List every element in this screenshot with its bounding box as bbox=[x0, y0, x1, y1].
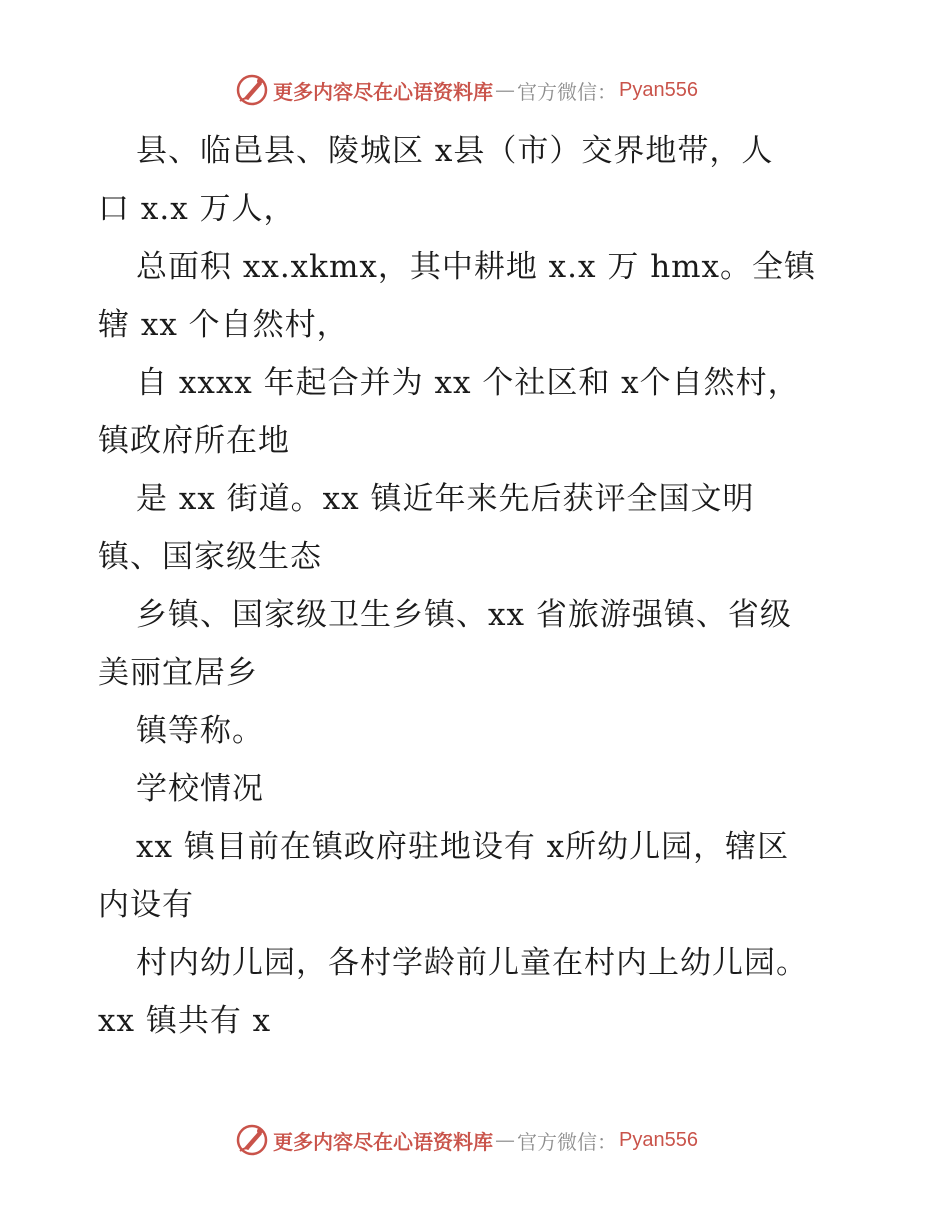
watermark-official-label: 官方微信： bbox=[517, 1129, 617, 1154]
text-line: 口 x.x 万人， bbox=[98, 191, 296, 227]
document-body bbox=[98, 122, 858, 1050]
text-line: 乡镇、国家级卫生乡镇、xx 省旅游强镇、省级 bbox=[136, 597, 792, 633]
text-line: 总面积 xx.xkmx，其中耕地 x.x 万 hmx。全镇 bbox=[136, 249, 817, 285]
quill-logo-icon bbox=[235, 73, 269, 107]
watermark-text: 更多内容尽在心语资料库 bbox=[273, 1129, 493, 1154]
footer-watermark bbox=[235, 1122, 698, 1158]
watermark-dash: — bbox=[495, 1128, 515, 1152]
text-line: 内设有 bbox=[98, 887, 194, 923]
text-line: 镇、国家级生态 bbox=[98, 539, 322, 575]
watermark-official-label: 官方微信： bbox=[517, 79, 617, 104]
text-line: 村内幼儿园，各村学龄前儿童在村内上幼儿园。 bbox=[136, 945, 808, 981]
text-line: 自 xxxx 年起合并为 xx 个社区和 x个自然村， bbox=[136, 365, 800, 401]
watermark-wechat-id: Pyan556 bbox=[619, 78, 698, 101]
header-watermark bbox=[235, 72, 698, 108]
text-line: xx 镇共有 x bbox=[98, 1003, 272, 1039]
text-line: 镇政府所在地 bbox=[98, 423, 290, 459]
text-line: 镇等称。 bbox=[136, 713, 264, 749]
watermark-text: 更多内容尽在心语资料库 bbox=[273, 79, 493, 104]
watermark-wechat-id: Pyan556 bbox=[619, 1128, 698, 1151]
quill-logo-icon bbox=[235, 1123, 269, 1157]
text-line: 县、临邑县、陵城区 x县（市）交界地带，人 bbox=[136, 133, 774, 169]
text-line: xx 镇目前在镇政府驻地设有 x所幼儿园，辖区 bbox=[136, 829, 790, 865]
text-line: 美丽宜居乡 bbox=[98, 655, 258, 691]
text-line: 是 xx 街道。xx 镇近年来先后获评全国文明 bbox=[136, 481, 755, 517]
watermark-dash: — bbox=[495, 78, 515, 102]
section-heading: 学校情况 bbox=[136, 771, 264, 807]
text-line: 辖 xx 个自然村， bbox=[98, 307, 349, 343]
